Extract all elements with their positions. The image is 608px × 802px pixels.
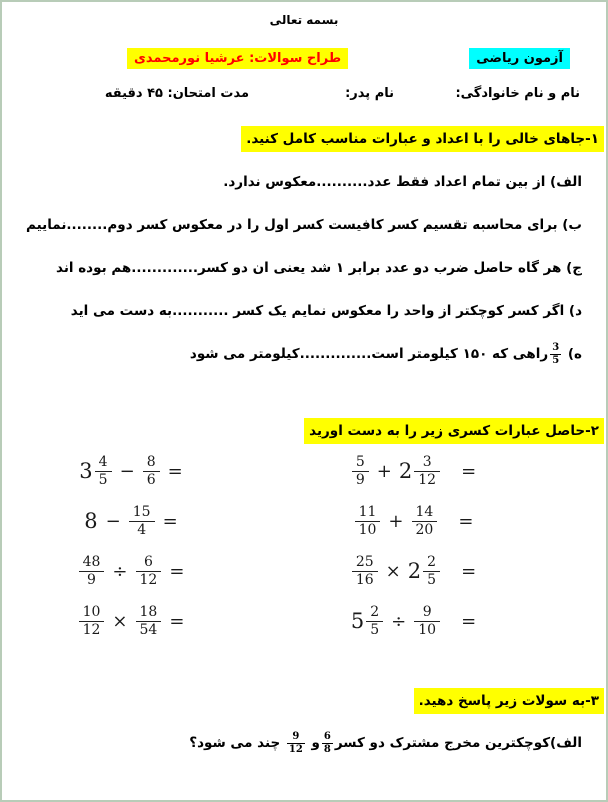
fraction: [352, 554, 378, 589]
math-expression: [2, 496, 267, 546]
question1-header: ۱-جاهای خالی را با اعداد و عبارات مناسب کامل کنید.: [241, 126, 604, 152]
math-operator: −: [105, 510, 121, 532]
whole-number: 2: [398, 459, 413, 483]
question1-items: [26, 169, 582, 384]
fraction: [143, 454, 160, 489]
math-operator: =: [461, 610, 477, 632]
text-segment: ج) هر گاه حاصل ضرب دو عدد برابر ۱ شد یعنی ان دو کسر.............هم بوده اند: [56, 260, 582, 276]
fraction: [423, 554, 440, 589]
fraction-numerator: 6: [323, 731, 331, 742]
math-operator: ×: [385, 560, 401, 582]
fraction: [414, 604, 440, 639]
math-operator: =: [162, 510, 178, 532]
fraction-numerator: 14: [412, 504, 438, 522]
text-segment: ه): [563, 346, 582, 362]
fraction-numerator: 2: [423, 554, 440, 572]
exam-title-badge: آزمون ریاضی: [469, 48, 570, 69]
whole-number: 3: [79, 459, 93, 483]
fraction: [550, 342, 561, 366]
fraction-numerator: 15: [129, 504, 155, 522]
fraction-numerator: 2: [366, 604, 383, 622]
fraction-numerator: 10: [79, 604, 105, 622]
math-operator: =: [169, 610, 185, 632]
question-item: [189, 728, 582, 758]
fraction-denominator: 12: [139, 571, 158, 588]
fill-blank-item: [26, 255, 582, 282]
student-name-label: نام و نام خانوادگی:: [455, 86, 580, 101]
fraction: [287, 731, 305, 755]
text-segment: ب) برای محاسبه تقسیم کسر کافیست کسر اول را در معکوس کسر دوم........نماییم: [26, 217, 582, 233]
fraction-denominator: 6: [146, 471, 156, 488]
fraction-numerator: 3: [414, 454, 440, 472]
math-operator: =: [461, 560, 477, 582]
fraction-denominator: 20: [415, 521, 434, 538]
fraction: [79, 604, 105, 639]
fraction: [355, 504, 381, 539]
whole-number: 2: [407, 559, 422, 583]
fraction: [414, 454, 440, 489]
fraction-numerator: 11: [355, 504, 381, 522]
fraction-denominator: 12: [418, 471, 437, 488]
math-operator: +: [376, 460, 392, 482]
fraction-denominator: 9: [87, 571, 96, 588]
math-expression: [2, 546, 267, 596]
question3-header: ۳-به سولات زیر پاسخ دهید.: [414, 688, 604, 714]
math-operator: =: [169, 560, 185, 582]
fraction-denominator: 54: [139, 621, 158, 638]
fraction-numerator: 3: [552, 342, 560, 353]
fill-blank-item: [26, 212, 582, 239]
math-operator: +: [388, 510, 404, 532]
fraction-denominator: 5: [370, 621, 380, 638]
text-segment: د) اگر کسر کوچکتر از واحد را معکوس نمایم یک کسر ...........به دست می اید: [70, 303, 582, 319]
math-expression: [2, 596, 267, 646]
fraction-denominator: 10: [418, 621, 437, 638]
fraction-denominator: 5: [98, 471, 108, 488]
math-expression: [2, 446, 267, 496]
math-expression: [267, 546, 567, 596]
fraction: [322, 731, 333, 755]
fraction-numerator: 6: [136, 554, 162, 572]
designer-credit-badge: طراح سوالات: عرشیا نورمحمدی: [127, 48, 348, 69]
fraction: [95, 454, 112, 489]
fraction: [352, 454, 369, 489]
fraction-denominator: 8: [323, 743, 331, 755]
bismillah-text: بسمه تعالی: [269, 13, 339, 27]
fraction-denominator: 12: [82, 621, 101, 638]
math-operator: −: [119, 460, 135, 482]
math-expression: [267, 446, 567, 496]
math-operator: ×: [112, 610, 128, 632]
exam-duration-label: مدت امتحان: ۴۵ دقیقه: [104, 86, 249, 101]
fraction-denominator: 12: [288, 743, 303, 755]
math-expression: [267, 496, 567, 546]
question2-expressions: [2, 446, 567, 646]
math-operator: ÷: [391, 610, 407, 632]
math-operator: =: [458, 510, 474, 532]
fraction-numerator: 25: [352, 554, 378, 572]
math-operator: =: [461, 460, 477, 482]
whole-number: 8: [84, 509, 98, 533]
math-operator: ÷: [112, 560, 128, 582]
fraction: [366, 604, 383, 639]
fraction-numerator: 4: [95, 454, 112, 472]
text-segment: و: [306, 735, 320, 751]
fill-blank-item: [26, 169, 582, 196]
fill-blank-item: [26, 298, 582, 325]
fraction-numerator: 8: [143, 454, 160, 472]
fill-blank-item: [26, 341, 582, 368]
text-segment: چند می شود؟: [189, 735, 285, 751]
fraction-denominator: 10: [358, 521, 377, 538]
fraction: [129, 504, 155, 539]
fraction-numerator: 9: [414, 604, 440, 622]
fraction-numerator: 48: [79, 554, 105, 572]
text-segment: الف) از بین تمام اعداد فقط عدد..........معکوس ندارد.: [223, 174, 582, 190]
fraction-denominator: 16: [355, 571, 374, 588]
fraction-numerator: 5: [352, 454, 369, 472]
whole-number: 5: [350, 609, 365, 633]
fraction-denominator: 5: [427, 571, 437, 588]
fraction-numerator: 9: [287, 731, 305, 744]
fraction-denominator: 9: [355, 471, 365, 488]
math-expression: [267, 596, 567, 646]
math-operator: =: [167, 460, 183, 482]
question2-header: ۲-حاصل عبارات کسری زیر را به دست اورید: [304, 418, 604, 444]
question3-items: [189, 728, 582, 758]
text-segment: الف)کوچکترین مخرج مشترک دو کسر: [334, 735, 582, 751]
fraction: [136, 554, 162, 589]
text-segment: راهی که ۱۵۰ کیلومتر است..............کیلومتر می شود: [189, 346, 549, 362]
fraction: [412, 504, 438, 539]
fraction-denominator: 4: [137, 521, 147, 538]
fraction-numerator: 18: [136, 604, 162, 622]
fraction: [79, 554, 105, 589]
fraction-denominator: 5: [552, 354, 560, 366]
fraction: [136, 604, 162, 639]
father-name-label: نام پدر:: [345, 86, 394, 101]
